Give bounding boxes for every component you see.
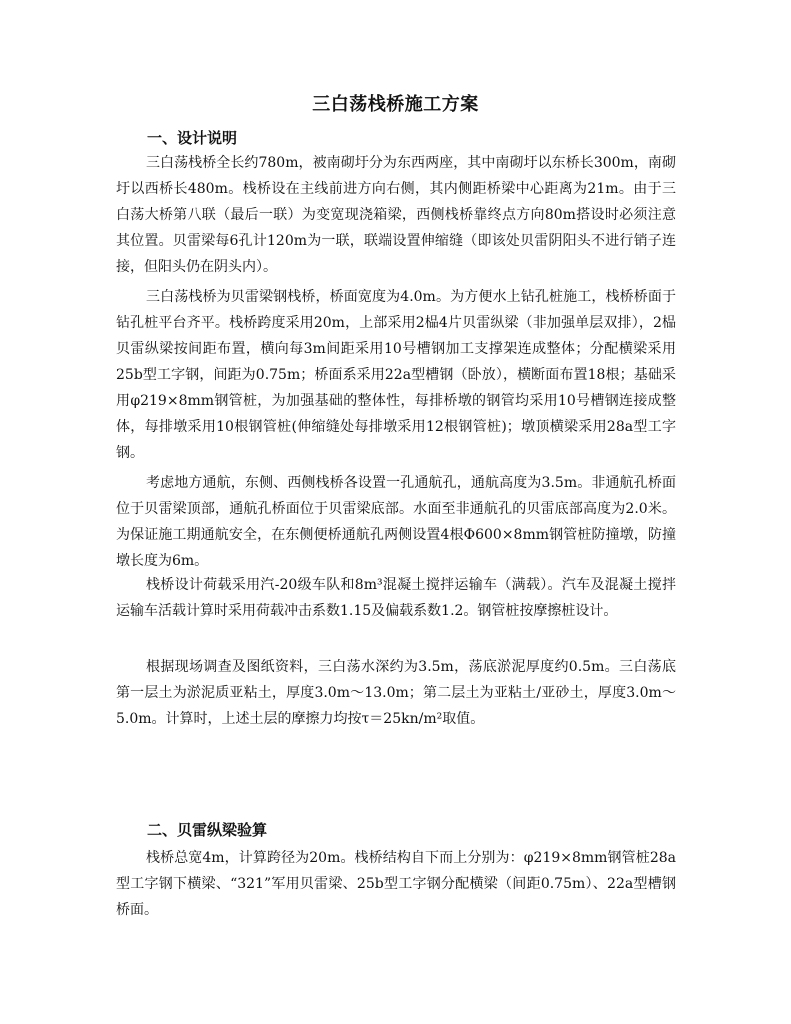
paragraph-overview: 三白荡栈桥全长约780m，被南砌圩分为东西两座，其中南砌圩以东桥长300m，南砌圩以西桥长480m。栈桥设在主线前进方向右侧，其内侧距桥梁中心距离为21m。由于三白荡大桥第八联（最后一联）为变宽现浇箱梁，西侧栈桥靠终点方向80m搭设时必须注意其位置。贝雷梁每6孔计120m为一联，联端设置伸缩缝（即该处贝雷阴阳头不进行销子连接，但阳头仍在阴头内）。 bbox=[116, 155, 676, 275]
paragraph-structure: 三白荡栈桥为贝雷梁钢栈桥，桥面宽度为4.0m。为方便水上钻孔桩施工，栈桥桥面于钻孔桩平台齐平。栈桥跨度采用20m，上部采用2榀4片贝雷纵梁（非加强单层双排），2榀贝雷纵梁按间距布置，横向每3m间距采用10号槽钢加工支撑架连成整体；分配横梁采用25b型工字钢，间距为0.75m；桥面系采用22a型槽钢（卧放），横断面布置18根；基础采用φ219×8mm钢管桩，为加强基础的整体性，每排桥墩的钢管均采用10号槽钢连接成整体，每排墩采用10根钢管桩(伸缩缝处每排墩采用12根钢管桩)；墩顶横梁采用28a型工字钢。 bbox=[116, 289, 676, 461]
section-heading-design: 一、设计说明 bbox=[147, 129, 238, 147]
paragraph-bridge-width: 栈桥总宽4m，计算跨径为20m。栈桥结构自下而上分别为：φ219×8mm钢管桩28a型工字钢下横梁、“321”军用贝雷梁、25b型工字钢分配横梁（间距0.75m）、22a型槽钢桥面。 bbox=[116, 850, 676, 918]
paragraph-design-load: 栈桥设计荷载采用汽-20级车队和8m³混凝土搅拌运输车（满载）。汽车及混凝土搅拌运输车活载计算时采用荷载冲击系数1.15及偏载系数1.2。钢管桩按摩擦桩设计。 bbox=[116, 577, 676, 619]
paragraph-soil: 根据现场调查及图纸资料，三白荡水深约为3.5m，荡底淤泥厚度约0.5m。三白荡底第一层土为淤泥质亚粘土，厚度3.0m～13.0m；第二层土为亚粘土/亚砂土，厚度3.0m～5.0m。计算时，上述土层的摩擦力均按τ＝25kn/m²取值。 bbox=[116, 659, 676, 727]
paragraph-navigation: 考虑地方通航，东侧、西侧栈桥各设置一孔通航孔，通航高度为3.5m。非通航孔桥面位于贝雷梁顶部，通航孔桥面位于贝雷梁底部。水面至非通航孔的贝雷底部高度为2.0米。为保证施工期通航安全，在东侧便桥通航孔两侧设置4根Φ600×8mm钢管桩防撞墩，防撞墩长度为6m。 bbox=[116, 475, 676, 569]
page-title: 三白荡栈桥施工方案 bbox=[312, 94, 479, 115]
section-heading-bailey-check: 二、贝雷纵梁验算 bbox=[147, 821, 268, 839]
